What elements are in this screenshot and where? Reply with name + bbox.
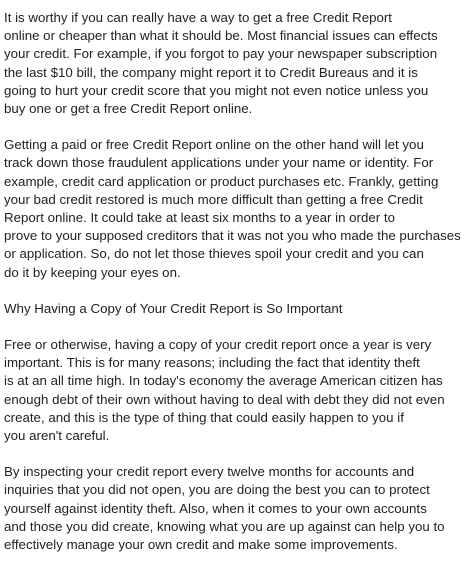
paragraph-line: track down those fraudulent applications under your name or identity. For [4, 155, 434, 171]
paragraph-line: create, and this is the type of thing that could easily happen to you if [4, 409, 404, 425]
paragraph-fraud [4, 136, 474, 282]
paragraph-line: enough debt of their own without having to deal with debt they did not even [4, 391, 445, 407]
paragraph-line: inquiries that you did not open, you are doing the best you can to protect [4, 482, 430, 498]
paragraph-line: your credit. For example, if you forgot to pay your newspaper subscription [4, 46, 438, 62]
paragraph-line: Free or otherwise, having a copy of your credit report once a year is very [4, 337, 432, 353]
paragraph-line: and those you did create, knowing what you are up against can help you to [4, 518, 445, 534]
paragraph-line: is at an all time high. In today's economy the average American citizen has [4, 373, 443, 389]
paragraph-line: prove to your supposed creditors that it was not you who made the purchases [4, 228, 461, 244]
paragraph-intro [4, 9, 474, 118]
paragraph-importance [4, 336, 474, 445]
paragraph-line: your bad credit restored is much more difficult than getting a free Credit [4, 191, 423, 207]
paragraph-line: buy one or get a free Credit Report online. [4, 101, 253, 117]
paragraph-line: you aren't careful. [4, 428, 110, 444]
article-body [4, 9, 474, 572]
paragraph-line: By inspecting your credit report every twelve months for accounts and [4, 464, 415, 480]
paragraph-line: important. This is for many reasons; including the fact that identity theft [4, 355, 420, 371]
paragraph-line: or application. So, do not let those thieves spoil your credit and you can [4, 246, 424, 262]
paragraph-inspection [4, 463, 474, 554]
paragraph-line: yourself against identity theft. Also, when it comes to your own accounts [4, 500, 427, 516]
paragraph-line: going to hurt your credit score that you might not even notice unless you [4, 82, 429, 98]
paragraph-line: example, credit card application or product purchases etc. Frankly, getting [4, 173, 439, 189]
paragraph-line: do it by keeping your eyes on. [4, 264, 181, 280]
paragraph-line: the last $10 bill, the company might report it to Credit Bureaus and it is [4, 64, 418, 80]
paragraph-line: It is worthy if you can really have a way to get a free Credit Report [4, 10, 393, 25]
paragraph-line: online or cheaper than what it should be. Most financial issues can effects [4, 28, 438, 44]
section-heading: Why Having a Copy of Your Credit Report is So Important [4, 300, 343, 316]
paragraph-line: Getting a paid or free Credit Report online on the other hand will let you [4, 137, 424, 153]
paragraph-line: effectively manage your own credit and make some improvements. [4, 537, 398, 553]
paragraph-line: Report online. It could take at least six months to a year in order to [4, 210, 395, 226]
